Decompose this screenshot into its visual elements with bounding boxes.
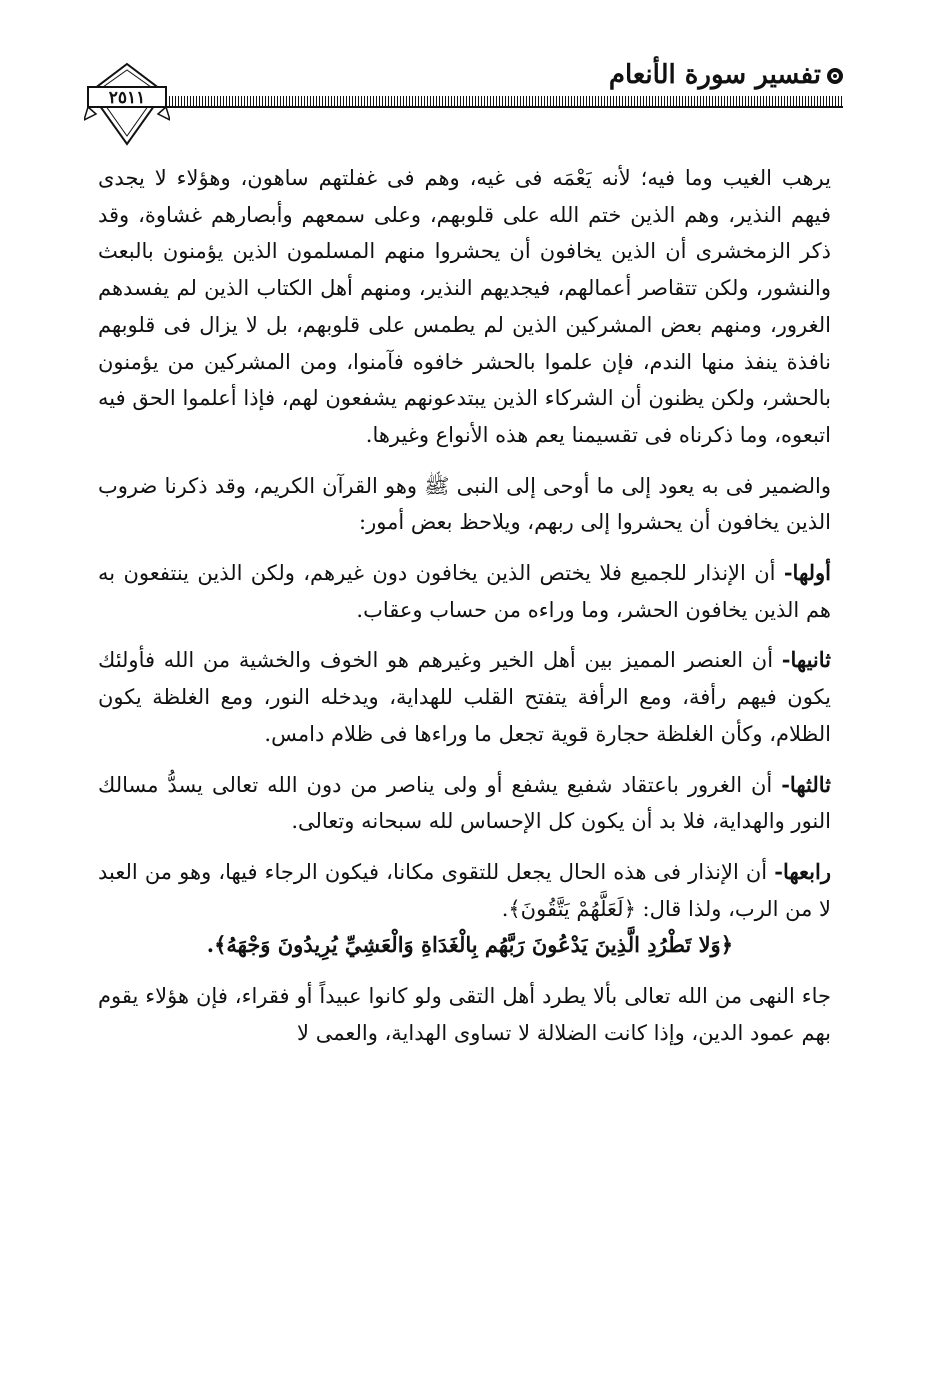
paragraph: [98, 854, 831, 927]
paragraph-text: أن الإنذار فى هذه الحال يجعل للتقوى مكانا، فيكون الرجاء فيها، وهو من العبد لا من الرب، ولذا قال: ﴿لَعَلَّهُمْ يَتَّقُونَ﴾.: [98, 859, 831, 921]
quran-verse: ﴿وَلا تَطْرُدِ الَّذِينَ يَدْعُونَ رَبَّهُم بِالْغَدَاةِ وَالْعَشِيِّ يُرِيدُونَ وَجْهَهُ﴾.: [206, 932, 733, 958]
page-number: ٢٥١١: [108, 88, 146, 108]
paragraph-text: أن الغرور باعتقاد شفيع يشفع أو ولى يناصر من دون الله تعالى يسدُّ مسالك النور والهداية، فلا بد أن يكون كل الإحساس لله سبحانه وتعالى.: [98, 772, 831, 834]
paragraph: [98, 767, 831, 840]
paragraph-text: والضمير فى به يعود إلى ما أوحى إلى النبى ﷺ وهو القرآن الكريم، وقد ذكرنا ضروب الذين يخافون أن يحشروا إلى ربهم، ويلاحظ بعض أمور:: [98, 473, 831, 535]
point-heading: رابعها-: [774, 858, 831, 884]
paragraph-text: جاء النهى من الله تعالى بألا يطرد أهل التقى ولو كانوا عبيداً أو فقراء، فإن هؤلاء يقوم بهم عمود الدين، وإذا كانت الضلالة لا تساوى الهداية، والعمى لا: [98, 984, 831, 1045]
paragraph: [98, 160, 831, 454]
paragraph-text: يرهب الغيب وما فيه؛ لأنه يَعْمَه فى غيه، وهم فى غفلتهم ساهون، وهؤلاء لا يجدى فيهم النذير، وهم الذين ختم الله على قلوبهم، وعلى سمعهم وأبصارهم غشاوة، وقد ذكر الزمخشرى أن الذين يخافون أن يحشروا منهم المسلمون الذين يؤمنون بالبعث والنشور، ولكن تتقاصر أعمالهم، فيجديهم النذير، ومنهم أهل الكتاب الذين لم يفسدهم الغرور، ومنهم بعض المشركين الذين لم يطمس على قلوبهم، بل لا يزال فى قلوبهم نافذة ينفذ منها الندم، فإن علموا بالحشر خافوه فآمنوا، ومن المشركين من يؤمنون بالحشر، ولكن يظنون أن الشركاء الذين يبتدعونهم يشفعون لهم، فإذا أعلموا الحق فيه اتبعوه، وما ذكرناه فى تقسيمنا يعم هذه الأنواع وغيرها.: [98, 166, 831, 447]
ornament-icon: [825, 66, 845, 86]
paragraph: [98, 555, 831, 628]
paragraph: [98, 468, 831, 541]
page-body: [98, 160, 831, 1051]
running-title: تفسير سورة الأنعام: [608, 60, 821, 90]
point-heading: ثانيها-: [781, 647, 831, 673]
paragraph-text: أن الإنذار للجميع فلا يختص الذين يخافون دون غيرهم، ولكن الذين ينتفعون به هم الذين يخافون الحشر، وما وراءه من حساب وعقاب.: [98, 561, 831, 622]
paragraph: [98, 978, 831, 1051]
header-rule-base: [163, 106, 843, 108]
point-heading: ثالثها-: [781, 771, 831, 797]
paragraph: [98, 642, 831, 752]
paragraph-text: أن العنصر المميز بين أهل الخير وغيرهم هو الخوف والخشية من الله فأولئك يكون فيهم رأفة، ومع الرأفة يتفتح القلب للهداية، ويدخله النور، ومع الغلظة يكون الظلام، وكأن الغلظة حجارة قوية تجعل ما وراءها فى ظلام دامس.: [98, 648, 831, 746]
point-heading: أولها-: [783, 560, 831, 586]
header-rule: [163, 96, 843, 106]
